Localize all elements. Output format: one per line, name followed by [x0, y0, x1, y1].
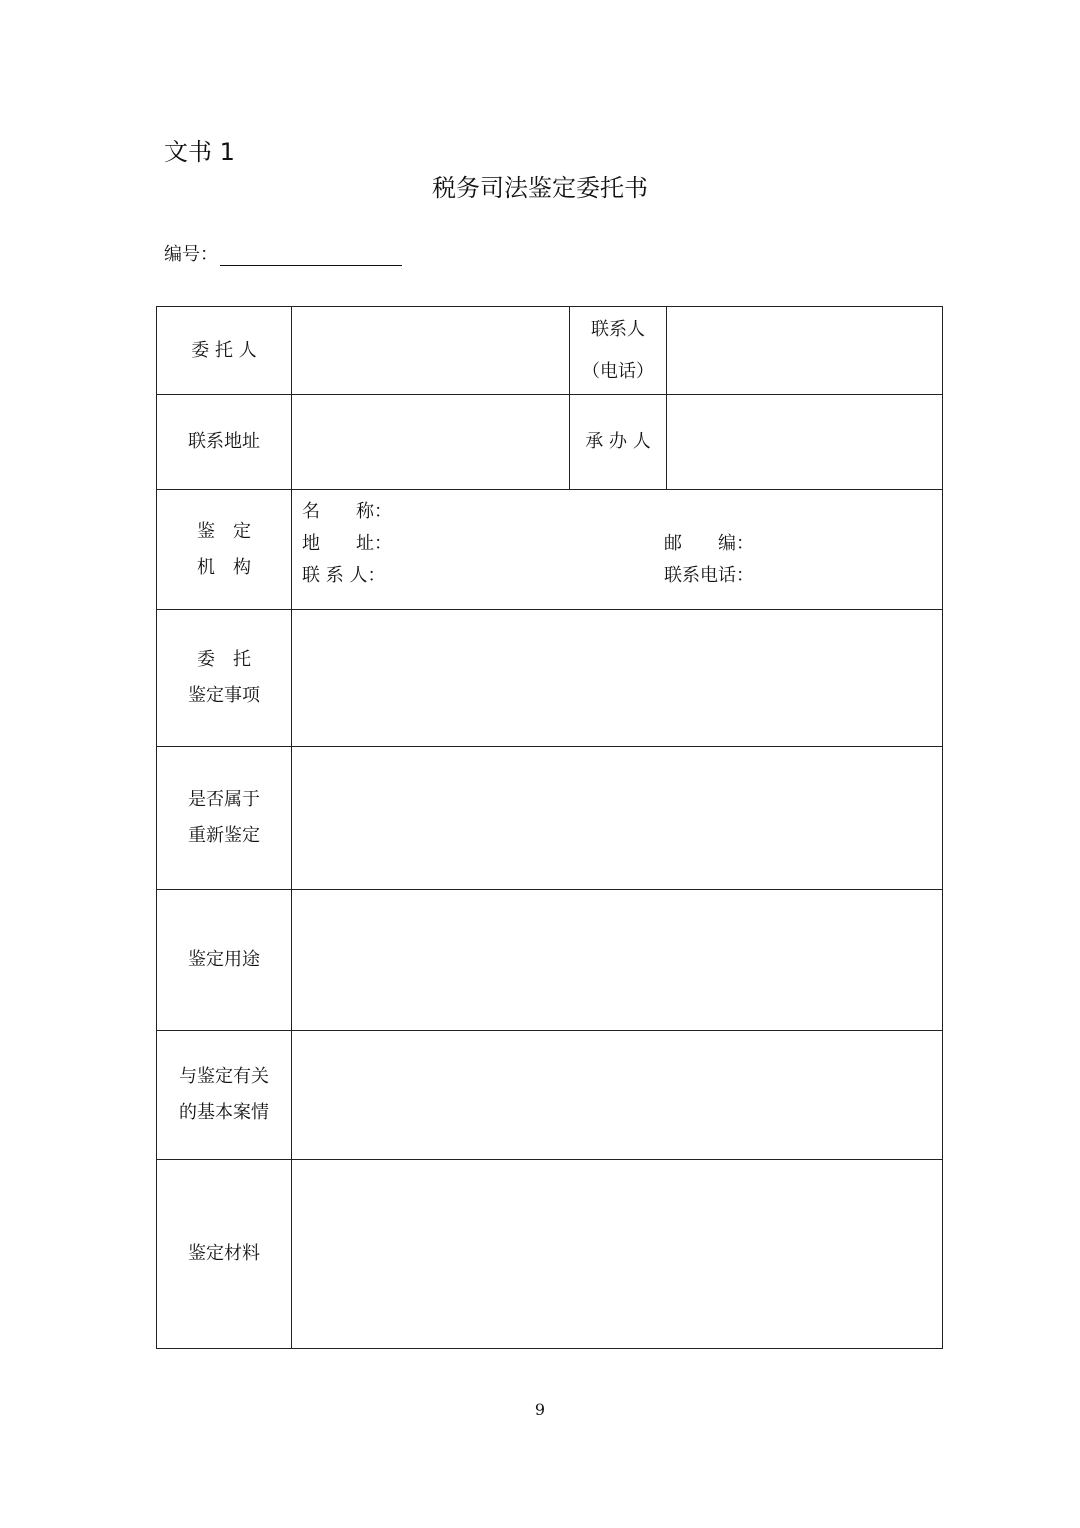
- table-row: [157, 610, 943, 747]
- contact-phone-label: （电话）: [582, 360, 654, 382]
- matters-value-cell[interactable]: [292, 610, 943, 747]
- reappraisal-label-line2: 重新鉴定: [188, 825, 260, 846]
- contact-person-label: 联系人: [591, 318, 645, 340]
- institution-label-line1: 鉴 定: [197, 520, 251, 542]
- table-row: [157, 1031, 943, 1160]
- table-row: [157, 890, 943, 1031]
- materials-value-cell[interactable]: [292, 1160, 943, 1349]
- case-label-cell: [157, 1031, 292, 1160]
- institution-contact-label: 联 系 人：: [302, 565, 386, 586]
- purpose-value-cell[interactable]: [292, 890, 943, 1031]
- table-row: [157, 307, 943, 395]
- serial-number-label: 编号：: [164, 244, 218, 265]
- reappraisal-value-cell[interactable]: [292, 747, 943, 890]
- institution-row: [302, 496, 932, 528]
- document-title: 税务司法鉴定委托书: [432, 174, 648, 202]
- serial-number-field: [164, 240, 402, 266]
- matters-label-cell: [157, 610, 292, 747]
- entrustment-form-table: [156, 306, 943, 1349]
- reappraisal-label-line1: 是否属于: [188, 789, 260, 810]
- institution-row: [302, 528, 932, 560]
- address-label: 联系地址: [157, 395, 292, 490]
- address-value-cell[interactable]: [292, 395, 570, 490]
- page-number: 9: [534, 1400, 546, 1419]
- institution-label-line2: 机 构: [197, 556, 251, 578]
- case-value-cell[interactable]: [292, 1031, 943, 1160]
- contact-person-label-cell: [570, 307, 667, 395]
- institution-phone-label: 联系电话：: [664, 565, 754, 586]
- materials-label: 鉴定材料: [157, 1160, 292, 1349]
- table-row: [157, 395, 943, 490]
- table-row: [157, 747, 943, 890]
- reappraisal-label-cell: [157, 747, 292, 890]
- handler-label: 承 办 人: [570, 395, 667, 490]
- client-value-cell[interactable]: [292, 307, 570, 395]
- contact-person-value-cell[interactable]: [667, 307, 943, 395]
- document-number-label: 文书 1: [164, 138, 235, 166]
- purpose-label: 鉴定用途: [157, 890, 292, 1031]
- table-row: [157, 1160, 943, 1349]
- case-label-line2: 的基本案情: [179, 1102, 269, 1123]
- serial-number-blank[interactable]: [220, 243, 402, 266]
- institution-name-label: 名 称：: [302, 501, 392, 522]
- institution-label-cell: [157, 490, 292, 610]
- institution-address-label: 地 址：: [302, 533, 392, 554]
- client-label: 委 托 人: [157, 307, 292, 395]
- case-label-line1: 与鉴定有关: [179, 1066, 269, 1087]
- handler-value-cell[interactable]: [667, 395, 943, 490]
- matters-label-line2: 鉴定事项: [188, 685, 260, 706]
- matters-label-line1: 委 托: [197, 649, 251, 670]
- institution-info-cell[interactable]: [292, 490, 943, 610]
- institution-row: [302, 560, 932, 592]
- table-row: [157, 490, 943, 610]
- institution-postcode-label: 邮 编：: [664, 533, 754, 554]
